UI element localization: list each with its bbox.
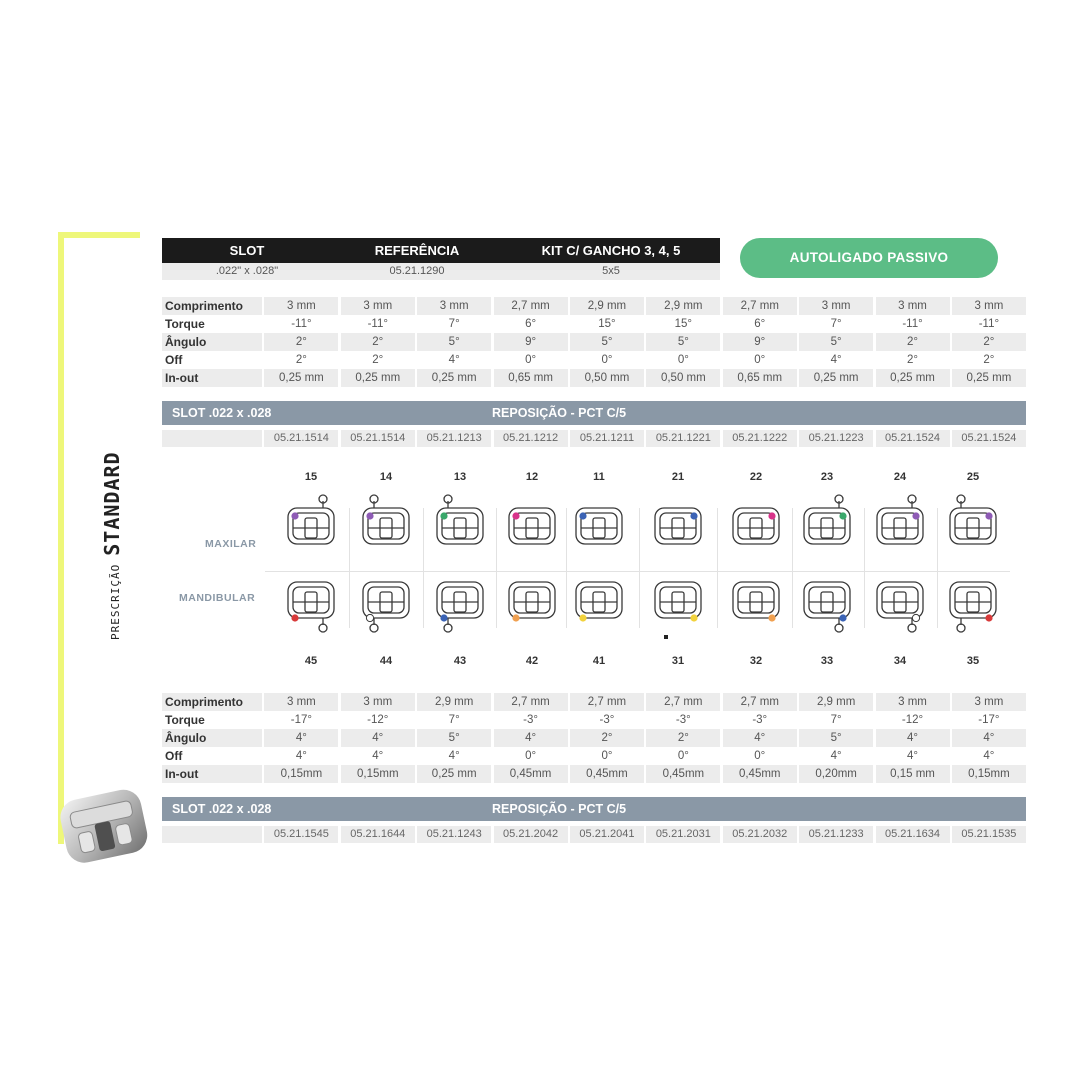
header-values-row xyxy=(162,263,720,280)
upper-spec-cell: 0,25 mm xyxy=(341,369,415,387)
lower-bracket-icon xyxy=(571,578,627,639)
upper-spec-label: Comprimento xyxy=(162,297,262,315)
maxilar-label: MAXILAR xyxy=(205,538,257,550)
lower-spec-cell: 2° xyxy=(570,729,644,747)
lower-bracket-icon xyxy=(799,578,855,639)
upper-bracket-icon xyxy=(728,494,784,555)
upper-bracket-icon xyxy=(945,494,1001,555)
upper-spec-cell: 15° xyxy=(674,318,693,330)
upper-spec-cell: 2° xyxy=(341,333,415,351)
header-referencia-value: 05.21.1290 xyxy=(389,265,445,277)
prescription-title: STANDARD xyxy=(100,451,124,556)
lower-spec-label: Torque xyxy=(165,713,205,727)
upper-ref-code: 05.21.1514 xyxy=(341,430,415,447)
tooth-column-divider xyxy=(423,508,424,628)
tooth-number-upper: 11 xyxy=(593,471,605,483)
lower-bracket-icon xyxy=(872,578,928,639)
upper-spec-cell: 5° xyxy=(799,333,873,351)
lower-spec-cell: 0° xyxy=(677,750,689,762)
lower-bracket-icon xyxy=(358,578,414,639)
tooth-number-upper: 23 xyxy=(820,471,834,483)
accent-bar-left xyxy=(58,232,64,844)
tooth-number-lower: 42 xyxy=(525,655,539,667)
lower-spec-cell: -3° xyxy=(599,714,615,726)
tooth-number-lower: 35 xyxy=(966,655,980,667)
upper-ref-code: 05.21.1222 xyxy=(723,430,797,447)
upper-spec-cell: 0,25 mm xyxy=(952,369,1026,387)
accent-bar-top xyxy=(58,232,140,238)
lower-slot-bar xyxy=(162,797,1026,821)
lower-spec-cell: 4° xyxy=(295,750,307,762)
upper-spec-cell: 7° xyxy=(830,318,842,330)
upper-spec-cell: 5° xyxy=(570,333,644,351)
bracket-product-image xyxy=(55,772,155,872)
lower-ref-code: 05.21.1535 xyxy=(952,826,1026,843)
upper-spec-cell: 3 mm xyxy=(417,297,491,315)
upper-spec-cell: 0,25 mm xyxy=(417,369,491,387)
lower-spec-cell: -3° xyxy=(523,714,538,726)
lower-spec-cell: 0,45mm xyxy=(646,765,720,783)
lower-spec-cell: 4° xyxy=(341,729,415,747)
lower-ref-code: 05.21.2032 xyxy=(723,826,797,843)
lower-spec-label: In-out xyxy=(162,765,262,783)
lower-spec-cell: 5° xyxy=(799,729,873,747)
upper-ref-code: 05.21.1221 xyxy=(646,430,720,447)
upper-spec-cell: 4° xyxy=(448,354,460,366)
upper-bracket-icon xyxy=(571,494,627,555)
lower-spec-cell: 7° xyxy=(830,714,842,726)
upper-spec-cell: -11° xyxy=(978,318,1000,330)
lower-spec-cell: 0,25 mm xyxy=(417,765,491,783)
upper-spec-cell: -11° xyxy=(367,318,388,330)
tooth-column-divider xyxy=(566,508,567,628)
upper-spec-cell: 3 mm xyxy=(952,297,1026,315)
lower-spec-cell: 4° xyxy=(830,750,842,762)
upper-spec-cell: 0,65 mm xyxy=(494,369,568,387)
lower-ref-row xyxy=(162,826,1026,843)
upper-spec-row xyxy=(162,297,1026,315)
lower-spec-cell: -12° xyxy=(367,714,389,726)
lower-spec-cell: 2,9 mm xyxy=(417,693,491,711)
upper-spec-cell: 0,50 mm xyxy=(646,369,720,387)
upper-spec-cell: 0° xyxy=(754,354,766,366)
header-row xyxy=(162,238,720,263)
tooth-column-divider xyxy=(792,508,793,628)
lower-spec-cell: 3 mm xyxy=(876,693,950,711)
upper-spec-label: Off xyxy=(165,353,183,367)
upper-spec-row xyxy=(162,369,1026,387)
lower-spec-cell: 2° xyxy=(646,729,720,747)
lower-reposicao-label: REPOSIÇÃO - PCT C/5 xyxy=(492,802,627,816)
upper-slot-bar xyxy=(162,401,1026,425)
upper-spec-cell: 9° xyxy=(494,333,568,351)
lower-spec-table xyxy=(162,693,1026,783)
lower-ref-code: 05.21.1634 xyxy=(876,826,950,843)
tooth-number-lower: 43 xyxy=(453,655,467,667)
upper-spec-table xyxy=(162,297,1026,387)
tooth-number-upper: 12 xyxy=(525,471,539,483)
tooth-number-lower: 34 xyxy=(893,655,907,667)
lower-spec-cell: -17° xyxy=(290,714,312,726)
header-referencia: REFERÊNCIA xyxy=(374,243,460,258)
upper-ref-code: 05.21.1213 xyxy=(417,430,491,447)
lower-spec-cell: 0,15mm xyxy=(341,765,415,783)
lower-bracket-icon xyxy=(504,578,560,639)
lower-spec-cell: 4° xyxy=(448,750,460,762)
lower-spec-cell: 0° xyxy=(601,750,613,762)
upper-bracket-icon xyxy=(650,494,706,555)
upper-spec-cell: 0,25 mm xyxy=(876,369,950,387)
lower-spec-cell: 0,45mm xyxy=(570,765,644,783)
lower-spec-cell: 2,7 mm xyxy=(570,693,644,711)
tooth-number-upper: 22 xyxy=(749,471,763,483)
tooth-number-upper: 25 xyxy=(966,471,980,483)
upper-spec-cell: -11° xyxy=(291,318,312,330)
lower-spec-row xyxy=(162,711,1026,729)
upper-spec-label: In-out xyxy=(162,369,262,387)
lower-ref-blank xyxy=(162,826,262,843)
lower-ref-code: 05.21.1233 xyxy=(799,826,873,843)
upper-spec-cell: 5° xyxy=(646,333,720,351)
lower-spec-label: Off xyxy=(165,749,183,763)
upper-spec-cell: 2° xyxy=(295,354,307,366)
tooth-number-lower: 45 xyxy=(304,655,318,667)
upper-bracket-icon xyxy=(872,494,928,555)
lower-spec-cell: 2,7 mm xyxy=(494,693,568,711)
upper-spec-cell: 2° xyxy=(952,333,1026,351)
upper-spec-cell: 6° xyxy=(525,318,537,330)
upper-spec-cell: 2° xyxy=(372,354,384,366)
lower-spec-cell: 3 mm xyxy=(952,693,1026,711)
lower-ref-code: 05.21.1243 xyxy=(417,826,491,843)
tooth-number-lower: 44 xyxy=(379,655,393,667)
lower-spec-row xyxy=(162,729,1026,747)
upper-bracket-icon xyxy=(283,494,339,555)
upper-spec-cell: 0° xyxy=(525,354,537,366)
upper-spec-cell: -11° xyxy=(902,318,923,330)
upper-bracket-icon xyxy=(799,494,855,555)
upper-spec-row xyxy=(162,351,1026,369)
prescription-small-label: PRESCRIÇÃO xyxy=(109,563,122,640)
upper-spec-cell: 2° xyxy=(876,333,950,351)
tooth-column-divider xyxy=(496,508,497,628)
upper-ref-row xyxy=(162,430,1026,447)
lower-spec-cell: 0° xyxy=(525,750,537,762)
header-slot: SLOT xyxy=(229,243,265,258)
upper-spec-cell: 6° xyxy=(754,318,766,330)
tooth-number-upper: 21 xyxy=(671,471,685,483)
upper-spec-cell: 0° xyxy=(677,354,689,366)
upper-ref-code: 05.21.1524 xyxy=(876,430,950,447)
lower-spec-cell: 0,15mm xyxy=(264,765,338,783)
upper-spec-cell: 3 mm xyxy=(799,297,873,315)
lower-spec-row xyxy=(162,765,1026,783)
header-slot-value: .022" x .028" xyxy=(215,265,279,277)
tooth-number-lower: 31 xyxy=(671,655,685,667)
lower-spec-label: Ângulo xyxy=(162,729,262,747)
upper-spec-cell: 0,25 mm xyxy=(264,369,338,387)
lower-spec-cell: 3 mm xyxy=(341,693,415,711)
upper-spec-cell: 4° xyxy=(830,354,842,366)
upper-spec-cell: 2,9 mm xyxy=(646,297,720,315)
tooth-number-upper: 24 xyxy=(893,471,907,483)
lower-bracket-icon xyxy=(728,578,784,639)
upper-spec-cell: 5° xyxy=(417,333,491,351)
upper-spec-cell: 7° xyxy=(448,318,460,330)
upper-ref-code: 05.21.1212 xyxy=(494,430,568,447)
upper-spec-cell: 3 mm xyxy=(876,297,950,315)
upper-spec-cell: 2,7 mm xyxy=(494,297,568,315)
upper-spec-cell: 0° xyxy=(601,354,613,366)
lower-spec-cell: 4° xyxy=(952,729,1026,747)
upper-spec-cell: 0,65 mm xyxy=(723,369,797,387)
lower-bracket-icon xyxy=(650,578,706,639)
tooth-number-upper: 14 xyxy=(379,471,393,483)
lower-spec-cell: 4° xyxy=(494,729,568,747)
upper-spec-cell: 0,25 mm xyxy=(799,369,873,387)
lower-ref-code: 05.21.2031 xyxy=(646,826,720,843)
upper-ref-code: 05.21.1223 xyxy=(799,430,873,447)
upper-slot-label: SLOT .022 x .028 xyxy=(172,406,272,420)
lower-spec-cell: -12° xyxy=(901,714,924,726)
upper-spec-cell: 2,9 mm xyxy=(570,297,644,315)
upper-bracket-icon xyxy=(504,494,560,555)
lower-spec-cell: 0° xyxy=(754,750,766,762)
lower-bracket-icon xyxy=(432,578,488,639)
tooth-column-divider xyxy=(717,508,718,628)
upper-spec-cell: 2° xyxy=(907,354,919,366)
upper-ref-blank xyxy=(162,430,262,447)
lower-spec-cell: 0,15mm xyxy=(952,765,1026,783)
lower-spec-cell: 4° xyxy=(983,750,995,762)
tooth-number-lower: 33 xyxy=(820,655,834,667)
tooth-number-upper: 15 xyxy=(304,471,318,483)
tooth-column-divider xyxy=(864,508,865,628)
lower-spec-cell: 4° xyxy=(723,729,797,747)
lower-ref-code: 05.21.2041 xyxy=(570,826,644,843)
lower-bracket-icon xyxy=(283,578,339,639)
arch-divider xyxy=(265,571,1010,572)
upper-spec-cell: 0,50 mm xyxy=(570,369,644,387)
lower-spec-cell: 4° xyxy=(264,729,338,747)
autoligado-badge: AUTOLIGADO PASSIVO xyxy=(740,238,998,278)
lower-spec-cell: 7° xyxy=(448,714,460,726)
upper-reposicao-label: REPOSIÇÃO - PCT C/5 xyxy=(492,406,627,420)
lower-spec-cell: 4° xyxy=(372,750,384,762)
lower-spec-cell: 4° xyxy=(876,729,950,747)
header-kit-value: 5x5 xyxy=(602,265,620,277)
tooth-column-divider xyxy=(937,508,938,628)
lower-spec-cell: 0,20mm xyxy=(799,765,873,783)
upper-spec-cell: 2° xyxy=(983,354,995,366)
lower-spec-cell: 2,7 mm xyxy=(723,693,797,711)
upper-spec-cell: 2° xyxy=(264,333,338,351)
lower-spec-cell: 3 mm xyxy=(264,693,338,711)
upper-spec-label: Torque xyxy=(165,317,205,331)
upper-spec-row xyxy=(162,333,1026,351)
header-kit: KIT C/ GANCHO 3, 4, 5 xyxy=(541,243,681,258)
lower-spec-cell: 2,7 mm xyxy=(646,693,720,711)
upper-bracket-icon xyxy=(358,494,414,555)
lower-spec-row xyxy=(162,747,1026,765)
tooth-column-divider xyxy=(349,508,350,628)
prescription-label xyxy=(100,451,124,640)
lower-bracket-icon xyxy=(945,578,1001,639)
lower-ref-code: 05.21.2042 xyxy=(494,826,568,843)
lower-ref-code: 05.21.1644 xyxy=(341,826,415,843)
upper-bracket-icon xyxy=(432,494,488,555)
lower-ref-code: 05.21.1545 xyxy=(264,826,338,843)
lower-spec-cell: 4° xyxy=(907,750,919,762)
lower-spec-cell: 2,9 mm xyxy=(799,693,873,711)
lower-spec-cell: 0,45mm xyxy=(494,765,568,783)
upper-spec-label: Ângulo xyxy=(162,333,262,351)
upper-ref-code: 05.21.1514 xyxy=(264,430,338,447)
lower-slot-label: SLOT .022 x .028 xyxy=(172,802,272,816)
lower-spec-cell: 0,15 mm xyxy=(876,765,950,783)
upper-spec-cell: 3 mm xyxy=(341,297,415,315)
tooth-number-lower: 32 xyxy=(749,655,763,667)
upper-spec-cell: 3 mm xyxy=(264,297,338,315)
upper-spec-cell: 9° xyxy=(723,333,797,351)
upper-ref-code: 05.21.1211 xyxy=(570,430,644,447)
lower-spec-cell: 5° xyxy=(417,729,491,747)
lower-spec-cell: 0,45mm xyxy=(723,765,797,783)
lower-spec-cell: -17° xyxy=(978,714,1000,726)
tooth-number-lower: 41 xyxy=(592,655,606,667)
small-mark xyxy=(664,635,668,639)
tooth-column-divider xyxy=(639,508,640,628)
upper-spec-cell: 2,7 mm xyxy=(723,297,797,315)
lower-spec-cell: -3° xyxy=(675,714,691,726)
tooth-number-upper: 13 xyxy=(453,471,467,483)
upper-spec-row xyxy=(162,315,1026,333)
lower-spec-row xyxy=(162,693,1026,711)
lower-spec-label: Comprimento xyxy=(162,693,262,711)
upper-spec-cell: 15° xyxy=(598,318,616,330)
mandibular-label: MANDIBULAR xyxy=(179,592,256,604)
lower-spec-cell: -3° xyxy=(752,714,768,726)
upper-ref-code: 05.21.1524 xyxy=(952,430,1026,447)
